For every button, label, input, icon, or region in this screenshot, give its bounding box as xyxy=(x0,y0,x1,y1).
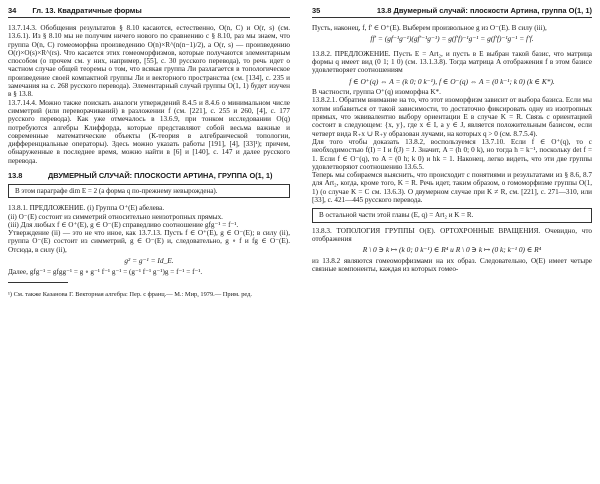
section-number: 13.8 xyxy=(8,171,23,181)
paragraph-13-7-14-3: 13.7.14.3. Обобщения результатов § 8.10 касаются, естественно, O(n, C) и O(r, s) (см. 13.6.1). Из § 8.10 мы не получим ничего нового по сравнению с § 8.10, раз мы знаем, что группа O(n, C) гомеоморфна произведению O(n)×R^(n(n−1)/2), а O(r, s) — произведению O(r)×O(s)×R^(rs). Что касается этих гомеоморфизмов, которые получаются элементарным способом (о прочем см. у них, например, [55], с. 30 русского перевода), то речь идет о частном случае общей теоремы о том, что всякая группа Ли разлагается в топологическое произведение своей компактной группы Ли и векторного пространства (см. [134], с. 235 и замечания на с. 268 русского перевода). Элементарный случай группы O(1, 1) будет изучен в § 13.8. xyxy=(8,24,290,99)
footnote: ¹) См. также Казанова Г. Векторная алгебра: Пер. с франц.— М.: Мир, 1979.— Прим. ред. xyxy=(8,290,253,298)
right-header-title: 13.8 Двумерный случай: плоскости Артина, группа O(1, 1) xyxy=(376,6,592,15)
corollary: В частности, группа O⁺(q) изоморфна K*. xyxy=(312,88,441,97)
left-header-title: Гл. 13. Квадратичные формы xyxy=(32,6,142,15)
paragraph-topology-intro: Теперь мы собираемся выяснить, что происходит с понятиями и результатами из § 8.6, 8.7 для Art₂, когда, кроме того, K = R. Речь идет, таким образом, о гомоморфизме группы O(1, 1) (о случае K = C см. 13.6.3). О двумерном случае при K ≠ R, см. [221], с. 271—310, или [33], с. 421—445 русского перевода. xyxy=(312,171,592,205)
section-heading xyxy=(8,171,290,180)
right-paragraph-1: Пусть, наконец, f, f' ∈ O⁺(E). Выберем произвольное g из O⁻(E). В силу (iii), xyxy=(312,24,547,32)
left-page-number: 34 xyxy=(8,6,17,15)
paragraph-13-8-3: 13.8.3. ТОПОЛОГИЯ ГРУППЫ O(E). ОРТОХРОННЫЕ ВРАЩЕНИЯ. Очевидно, что отображения xyxy=(312,226,592,243)
proof-paragraph: Утверждение (ii) — это не что иное, как 13.7.13. Пусть f ∈ O⁺(E), g ∈ O⁻(E); в силу (ii), группа O⁻(E) состоит из симметрий, g ∈ O⁻(E) и, следовательно, g ∘ f и fg ∈ O⁻(E). Отсюда, в силу (ii), xyxy=(8,229,290,254)
proposition-part-iii: (iii) Для любых f ∈ O⁺(E), g ∈ O⁻(E) справедливо соотношение gfg⁻¹ = f⁻¹. xyxy=(8,220,239,229)
section-title: ДВУМЕРНЫЙ СЛУЧАЙ: ПЛОСКОСТИ АРТИНА, ГРУППА O(1, 1) xyxy=(48,171,273,181)
chapter-convention-box: В остальной части этой главы (E, q) = Art₂ и K = R. xyxy=(312,208,592,222)
proposition-13-8-1: 13.8.1. ПРЕДЛОЖЕНИЕ. (i) Группа O⁺(E) абелева. xyxy=(8,204,165,213)
right-page xyxy=(300,0,600,484)
paragraph-13-8-2-1: 13.8.2.1. Обратим внимание на то, что этот изоморфизм зависит от выбора базиса. Если мы хотим избавиться от такой зависимости, то достаточно фиксировать одну из изотропных прямых, что эквивалентно выбору ориентации E в случае K = R. Связь с ориентацией состоит в следующем: {x, y}, где x ∈ I, a y ∈ J, является положительным базисом, если четверт вида R₊x ∪ R₊y образован лучами, на которых q > 0 (см. 8.7.5.4). xyxy=(312,96,592,138)
paragraph-components: из 13.8.2 являются гомеоморфизмами на их образ. Следовательно, O(E) имеет четыре связные компоненты, каждая из которых гомео- xyxy=(312,256,592,273)
footnote-rule xyxy=(8,282,68,283)
equation-homeomorphisms: R \ 0 ∋ k ↦ (k 0; 0 k⁻¹) ∈ R⁴ и R \ 0 ∋ k ↦ (0 k; k⁻¹ 0) ∈ R⁴ xyxy=(362,245,542,255)
proposition-part-ii: (ii) O⁻(E) состоит из симметрий относительно неизотропных прямых. xyxy=(8,212,223,221)
paragraph-13-7-14-4: 13.7.14.4. Можно также поискать аналоги утверждений 8.4.5 и 8.4.6 о минимальном числе симметрий (или переворачиваний) в разложении f (см. [221], с. 255 и 260, [4], с. 177 русского перевода). Как уже отмечалось в 13.6.9, при тонком исследовании O(q) потребуются алгебры Клиффорда, которые представляют собой весьма важные и современные математические объекты (К-теория в алгебраической топологии, дифференциальные операторы). Здесь можно указать работы [191], [4], [33]¹); причем, обнаруженные в последнее время, можно найти в [6] и [140], с. 147 и далее русского перевода. xyxy=(8,98,290,165)
left-running-header xyxy=(8,6,290,18)
proof-13-8-2: Для того чтобы доказать 13.8.2, воспользуемся 13.7.10. Если f ∈ O⁺(q), то с необходимостью f(I) = I и f(J) = J. Значит, A = (h 0; 0 k), но тогда h = k⁻¹, поскольку det f = 1. Если f ∈ O⁻(q), то A = (0 h; k 0) и hk = 1. Наконец, легко видеть, что эти две группы удовлетворяют соотношению 13.6.5. xyxy=(312,137,592,171)
equation-g-squared: g² = g⁻¹ = Id_E. xyxy=(124,256,174,266)
equation-commutativity: ff' = (gf⁻¹g⁻¹)(gf'⁻¹g⁻¹) = g(f'f)⁻¹g⁻¹ = g(f'f)⁻¹g⁻¹ = f'f. xyxy=(370,34,534,44)
section-note-box: В этом параграфе dim E = 2 (а форма q по-прежнему невырождена). xyxy=(8,184,290,198)
right-page-number: 35 xyxy=(312,6,321,15)
right-running-header xyxy=(312,6,592,18)
proof-continuation: Далее, gfg⁻¹ = gfgg⁻¹ = g ∘ g⁻¹ f⁻¹ g⁻¹ = (g⁻¹ f⁻¹ g⁻¹)g = f⁻¹ = f⁻¹. xyxy=(8,267,203,276)
proposition-13-8-2: 13.8.2. ПРЕДЛОЖЕНИЕ. Пусть E = Art₂, и пусть в E выбран такой базис, что матрица формы q имеет вид (0 1; 1 0) (см. 13.1.3.8). Тогда матрица A отображения f в этом базисе удовлетворяет соотношениям xyxy=(312,49,592,75)
equation-matrix-forms: f ∈ O⁺(q) ⇔ A = (k 0; 0 k⁻¹), f ∈ O⁻(q) ⇔ A = (0 k⁻¹; k 0) (k ∈ K*). xyxy=(349,76,555,86)
